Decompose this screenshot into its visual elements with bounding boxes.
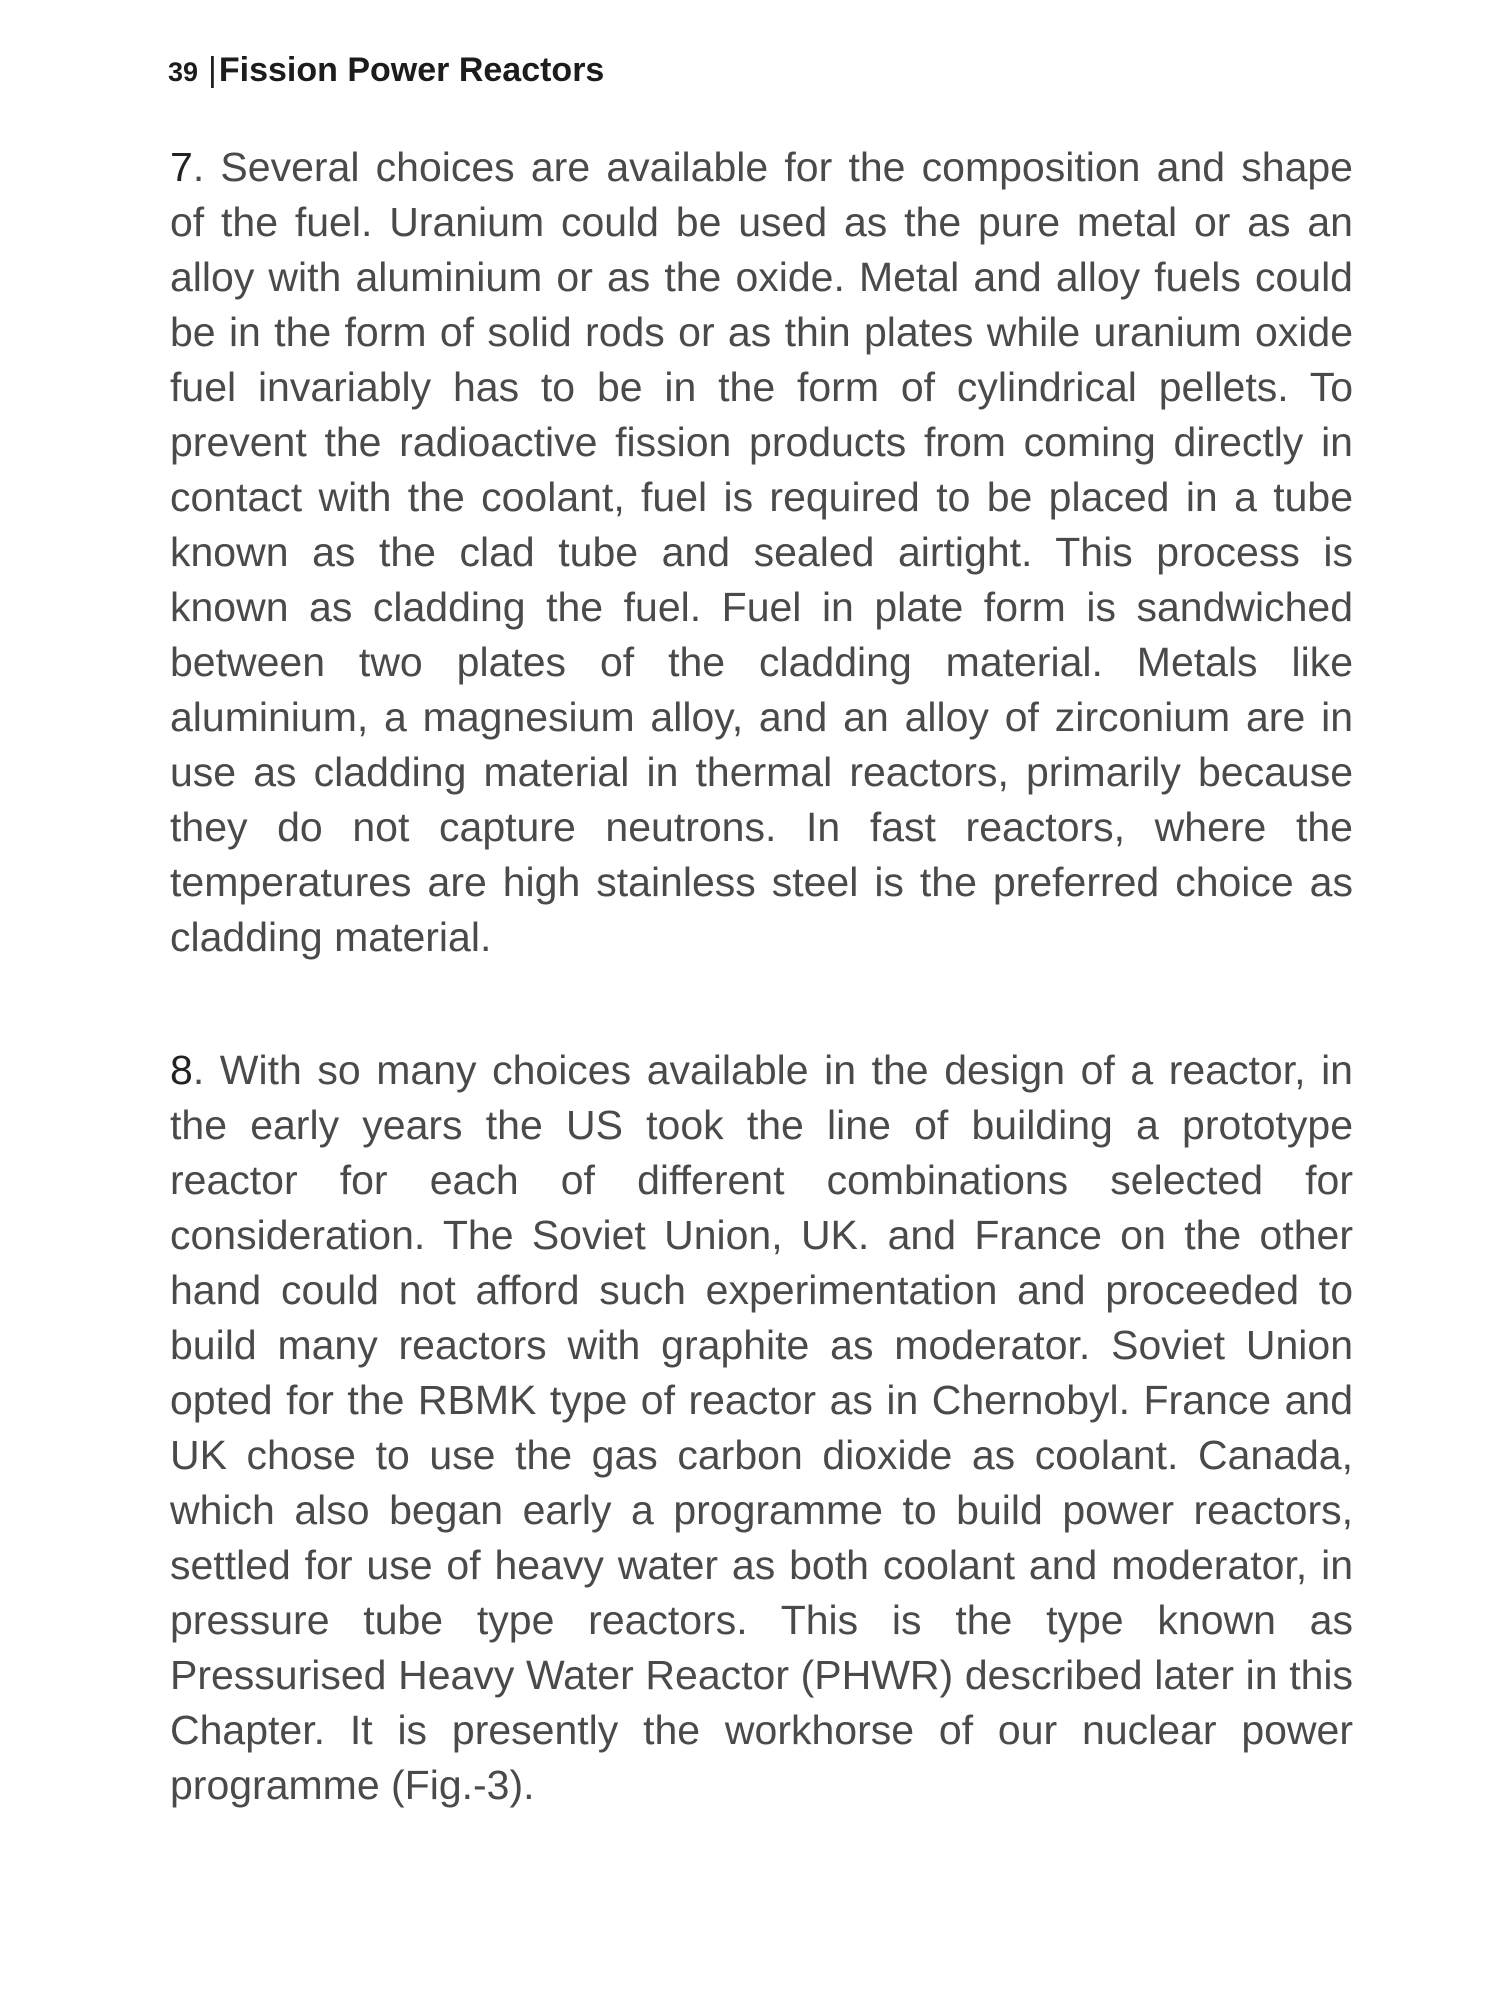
chapter-title: Fission Power Reactors [218,51,605,89]
paragraph-text: . With so many choices available in the design of a reactor, in the early years the US took the line of building a prototype reactor for each of different combinations selected for consideration. The Soviet Union, UK. and France on the other hand could not afford such experimentation and proceeded to build many reactors with graphite as moderator. Soviet Union opted for the RBMK type of reactor as in Chernobyl. France and UK chose to use the gas carbon dioxide as coolant. Canada, which also began early a programme to build power reactors, settled for use of heavy water as both coolant and moderator, in pressure tube type reactors. This is the type known as Pressurised Heavy Water Reactor (PHWR) described later in this Chapter. It is presently the workhorse of our nuclear power programme (Fig.-3). [170,1047,1353,1808]
running-header [168,48,604,94]
header-separator: | [208,51,217,89]
paragraph-number: 7 [170,144,193,190]
paragraph-7 [170,140,1353,965]
paragraph-8 [170,1043,1353,1813]
page-number: 39 [168,57,199,87]
paragraph-text: . Several choices are available for the composition and shape of the fuel. Uranium could be used as the pure metal or as an alloy with aluminium or as the oxide. Metal and alloy fuels could be in the form of solid rods or as thin plates while uranium oxide fuel invariably has to be in the form of cylindrical pellets. To prevent the radioactive fission products from coming directly in contact with the coolant, fuel is required to be placed in a tube known as the clad tube and sealed airtight. This process is known as cladding the fuel. Fuel in plate form is sandwiched between two plates of the cladding material. Metals like aluminium, a magnesium alloy, and an alloy of zirconium are in use as cladding material in thermal reactors, primarily because they do not capture neutrons. In fast reactors, where the temperatures are high stainless steel is the preferred choice as cladding material. [170,144,1353,960]
paragraph-number: 8 [170,1047,193,1093]
